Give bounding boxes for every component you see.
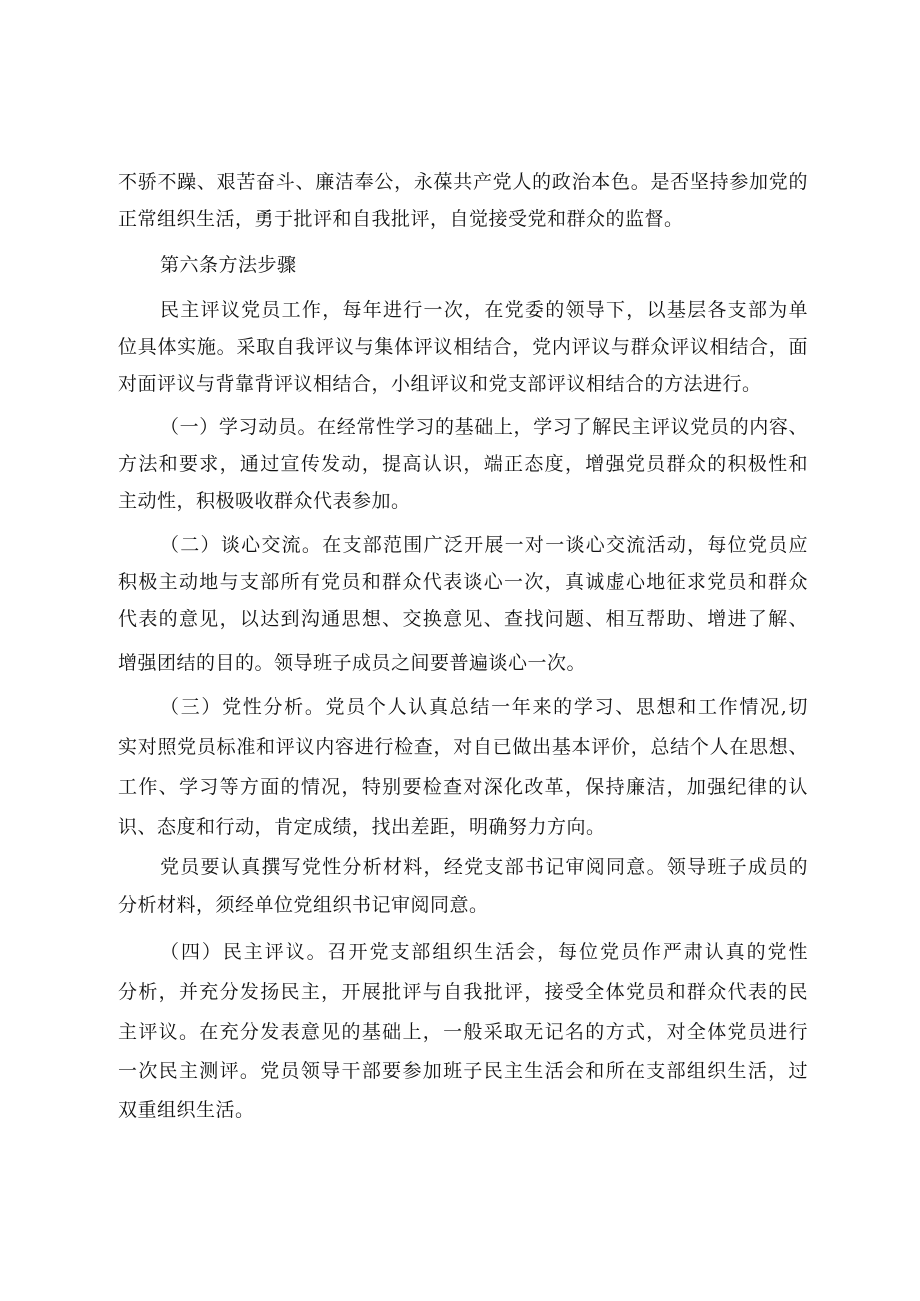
section-heading: 第六条方法步骤 — [160, 254, 297, 276]
paragraph-line: （一）学习动员。在经常性学习的基础上，学习了解民主评议党员的内容、 — [160, 416, 808, 438]
paragraph-line: 不骄不躁、艰苦奋斗、廉洁奉公，永葆共产党人的政治本色。是否坚持参加党的 — [118, 171, 808, 193]
paragraph-line: 位具体实施。采取自我评议与集体评议相结合，党内评议与群众评议相结合，面 — [118, 336, 808, 358]
paragraph-line: 主评议。在充分发表意见的基础上，一般采取无记名的方式，对全体党员进行 — [118, 1021, 808, 1043]
paragraph-line: （二）谈心交流。在支部范围广泛开展一对一谈心交流活动，每位党员应 — [160, 534, 808, 556]
paragraph-line: （四）民主评议。召开党支部组织生活会，每位党员作严肃认真的党性 — [160, 941, 808, 963]
paragraph-line: 分析材料，须经单位党组织书记审阅同意。 — [118, 894, 489, 916]
paragraph-line: 积极主动地与支部所有党员和群众代表谈心一次，真诚虚心地征求党员和群众 — [118, 571, 808, 593]
paragraph-line: 主动性，积极吸收群众代表参加。 — [118, 490, 411, 512]
paragraph-line: 一次民主测评。党员领导干部要参加班子民主生活会和所在支部组织生活，过 — [118, 1060, 808, 1082]
paragraph-line: 工作、学习等方面的情况，特别要检查对深化改革，保持廉洁，加强纪律的认 — [118, 776, 808, 798]
paragraph-line: 民主评议党员工作，每年进行一次，在党委的领导下，以基层各支部为单 — [160, 299, 808, 321]
paragraph-line: 分析，并充分发扬民主，开展批评与自我批评，接受全体党员和群众代表的民 — [118, 981, 808, 1003]
paragraph-line: 方法和要求，通过宣传发动，提高认识，端正态度，增强党员群众的积极性和 — [118, 453, 808, 475]
paragraph-line: 实对照党员标准和评议内容进行检查，对自已做出基本评价，总结个人在思想、 — [118, 736, 808, 758]
paragraph-line: 识、态度和行动，肯定成绩，找出差距，明确努力方向。 — [118, 816, 606, 838]
paragraph-line: 双重组织生活。 — [118, 1099, 255, 1121]
paragraph-line: 正常组织生活，勇于批评和自我批评，自觉接受党和群众的监督。 — [118, 208, 684, 230]
paragraph-line: （三）党性分析。党员个人认真总结一年来的学习、思想和工作情况,切 — [160, 696, 808, 718]
paragraph-line: 党员要认真撰写党性分析材料，经党支部书记审阅同意。领导班子成员的 — [160, 856, 808, 878]
paragraph-line: 代表的意见，以达到沟通思想、交换意见、查找问题、相互帮助、增进了解、 — [118, 608, 808, 630]
paragraph-line: 对面评议与背靠背评议相结合，小组评议和党支部评议相结合的方法进行。 — [118, 373, 762, 395]
paragraph-line: 增强团结的目的。领导班子成员之间要普遍谈心一次。 — [118, 652, 587, 674]
